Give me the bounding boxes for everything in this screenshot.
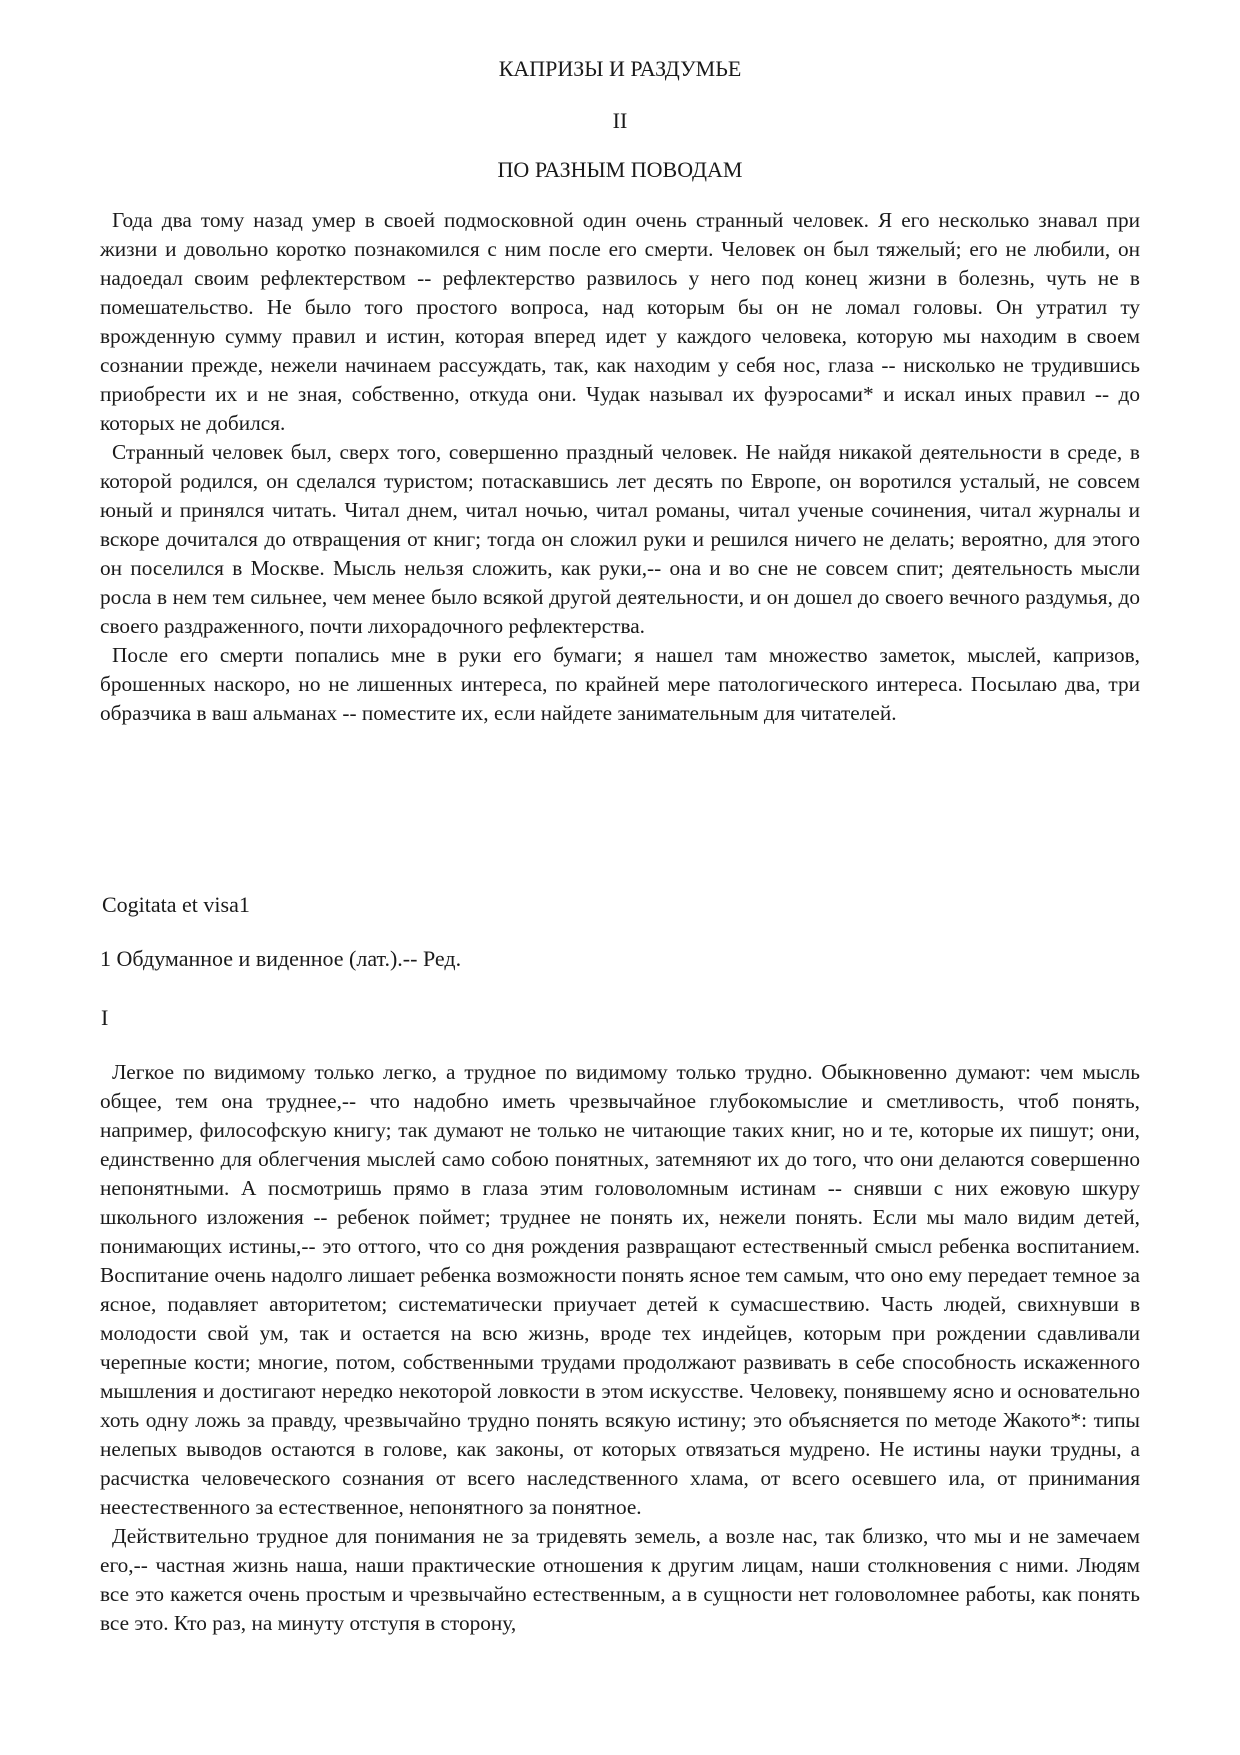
paragraph: Странный человек был, сверх того, совершенно праздный человек. Не найдя никакой деятельности в среде, в которой родился, он сделался туристом; потаскавшись лет десять по Европе, он воротился усталый, не совсем юный и принялся читать. Читал днем, читал ночью, читал романы, читал ученые сочинения, читал журналы и вскоре дочитался до отвращения от книг; тогда он сложил руки и решился ничего не делать; вероятно, для этого он поселился в Москве. Мысль нельзя сложить, как руки,-- она и во сне не совсем спит; деятельность мысли росла в нем тем сильнее, чем менее было всякой другой деятельности, и он дошел до своего вечного раздумья, до своего раздраженного, почти лихорадочного рефлектерства. [100, 440, 1140, 638]
intro-text [100, 206, 1140, 728]
paragraph: Легкое по видимому только легко, а трудное по видимому только трудно. Обыкновенно думают: чем мысль общее, тем она труднее,-- что надобно иметь чрезвычайное глубокомыслие и сметливость, чтоб понять, например, философскую книгу; так думают не только не читающие таких книг, но и те, которые их пишут; они, единственно для облегчения мыслей само собою понятных, затемняют их до того, что они делаются совершенно непонятными. А посмотришь прямо в глаза этим головоломным истинам -- снявши с них ежовую шкуру школьного изложения -- ребенок поймет; труднее не понять их, нежели понять. Если мы мало видим детей, понимающих истины,-- это оттого, что со дня рождения развращают естественный смысл ребенка воспитанием. Воспитание очень надолго лишает ребенка возможности понять ясное тем самым, что оно ему передает темное за ясное, подавляет авторитетом; систематически приучает детей к сумасшествию. Часть людей, свихнувши в молодости свой ум, так и остается на всю жизнь, вроде тех индейцев, которым при рождении сдавливали черепные кости; многие, потом, собственными трудами продолжают развивать в себе способность искаженного мышления и достигают нередко некоторой ловкости в этом искусстве. Человеку, понявшему ясно и основательно хоть одну ложь за правду, чрезвычайно трудно понять всякую истину; это объясняется по методе Жакото*: типы нелепых выводов остаются в голове, как законы, от которых отвязаться мудрено. Не истины науки трудны, а расчистка человеческого сознания от всего наследственного хлама, от всего осевшего ила, от принимания неестественного за естественное, непонятного за понятное. [100, 1060, 1140, 1519]
paragraph: Действительно трудное для понимания не за тридевять земель, а возле нас, так близко, что мы и не замечаем его,-- частная жизнь наша, наши практические отношения к другим лицам, наши столкновения с ними. Людям все это кажется очень простым и чрезвычайно естественным, а в сущности нет головоломнее работы, как понять все это. Кто раз, на минуту отступя в сторону, [100, 1524, 1140, 1635]
document-title: КАПРИЗЫ И РАЗДУМЬЕ [498, 56, 742, 81]
paragraph: После его смерти попались мне в руки его бумаги; я нашел там множество заметок, мыслей, капризов, брошенных наскоро, но не лишенных интереса, по крайней мере патологического интереса. Посылаю два, три образчика в ваш альманах -- поместите их, если найдете занимательным для читателей. [100, 643, 1140, 725]
section-number: I [101, 1005, 109, 1030]
section-text [100, 1058, 1140, 1638]
document-subtitle: ПО РАЗНЫМ ПОВОДАМ [497, 157, 743, 182]
footnote: 1 Обдуманное и виденное (лат.).-- Ред. [100, 946, 462, 971]
part-number: II [612, 108, 628, 133]
section-title: Cogitata et visa1 [102, 892, 250, 917]
paragraph: Года два тому назад умер в своей подмосковной один очень странный человек. Я его несколько знавал при жизни и довольно коротко познакомился с ним после его смерти. Человек он был тяжелый; его не любили, он надоедал своим рефлектерством -- рефлектерство развилось у него под конец жизни в болезнь, чуть не в помешательство. Не было того простого вопроса, над которым бы он не ломал головы. Он утратил ту врожденную сумму правил и истин, которая вперед идет у каждого человека, которую мы находим в своем сознании прежде, нежели начинаем рассуждать, так, как находим у себя нос, глаза -- нисколько не трудившись приобрести их и не зная, собственно, откуда они. Чудак называл их фуэросами* и искал иных правил -- до которых не добился. [100, 208, 1140, 435]
